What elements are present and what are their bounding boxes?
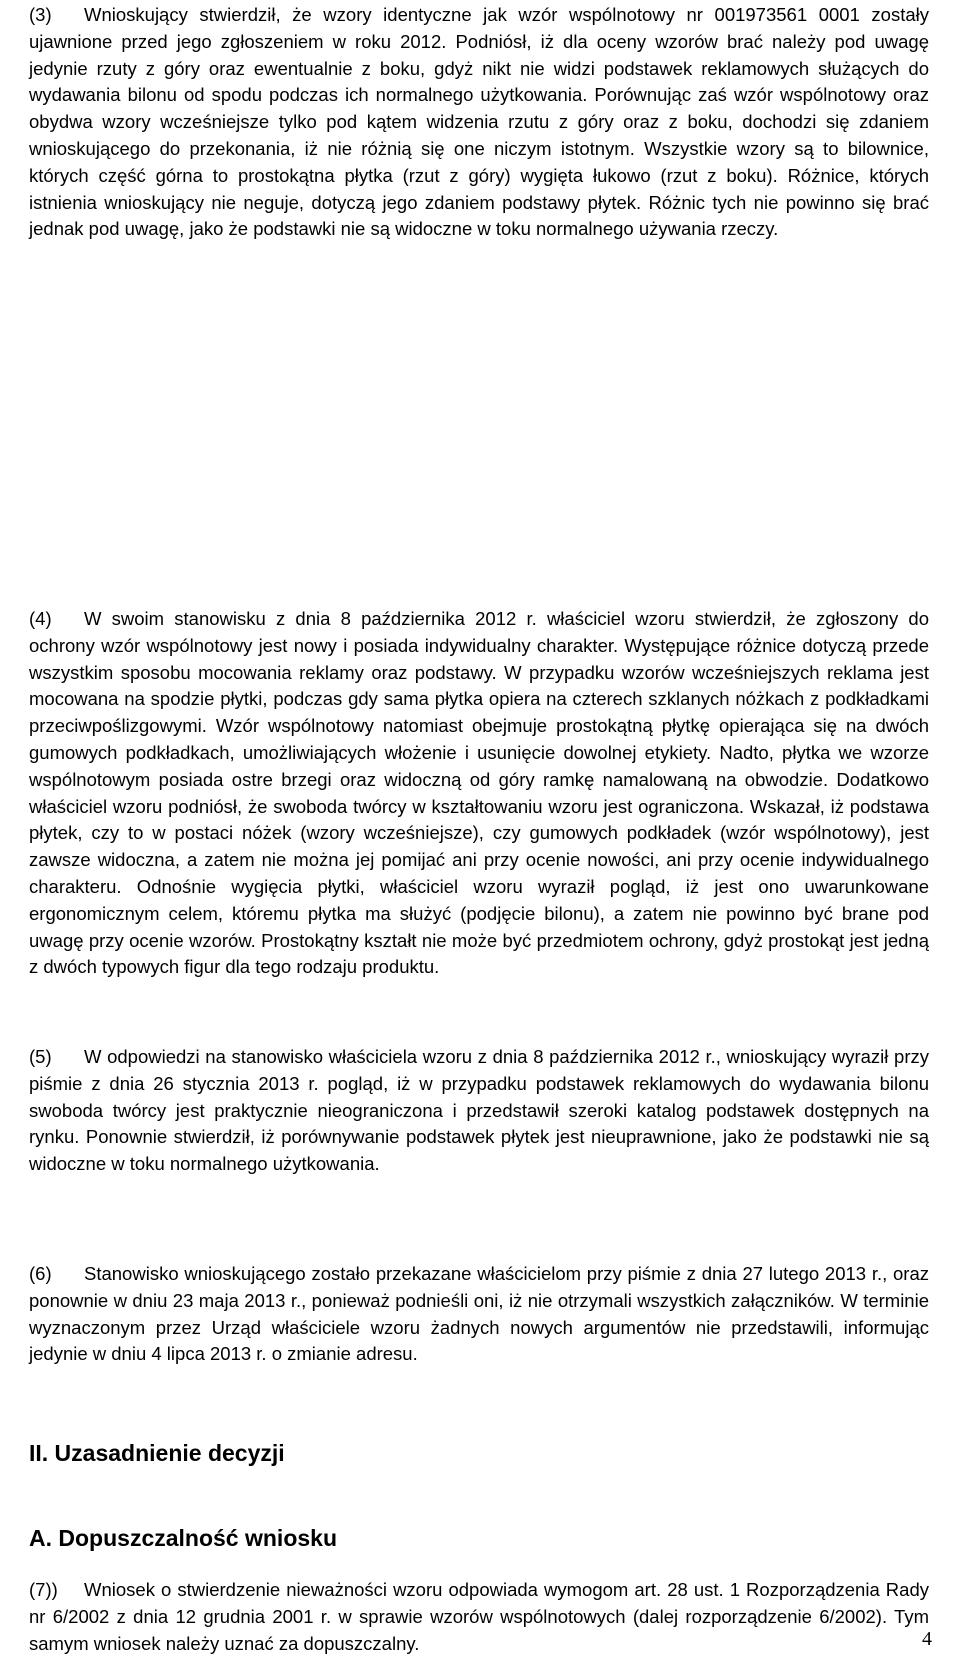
paragraph-text: Wnioskujący stwierdził, że wzory identyczne jak wzór wspólnotowy nr 001973561 0001 zostały ujawnione przed jego zgłoszeniem w roku 2012. Podniósł, iż dla oceny wzorów brać należy pod uwagę jedynie rzuty z góry oraz ewentualnie z boku, gdyż nikt nie widzi podstawek reklamowych służących do wydawania bilonu od spodu podczas ich normalnego użytkowania. Porównując zaś wzór wspólnotowy oraz obydwa wzory wcześniejsze tylko pod kątem widzenia rzutu z góry oraz z boku, dochodzi się zdaniem wnioskującego do przekonania, iż nie różnią się one niczym istotnym. Wszystkie wzory są to bilownice, których część górna to prostokątna płytka (rzut z góry) wygięta łukowo (rzut z boku). Różnice, których istnienia wnioskujący nie neguje, dotyczą jego zdaniem podstawy płytek. Różnic tych nie powinno się brać jednak pod uwagę, jako że podstawki nie są widoczne w toku normalnego używania rzeczy.: [29, 4, 929, 240]
paragraph-number: (3): [29, 4, 52, 25]
paragraph-number: (6): [29, 1263, 52, 1284]
page-number: 4: [922, 1628, 932, 1650]
paragraph-text: W swoim stanowisku z dnia 8 października 2012 r. właściciel wzoru stwierdził, że zgłoszony do ochrony wzór wspólnotowy jest nowy i posiada indywidualny charakter. Występujące różnice dotyczą przede wszystkim sposobu mocowania reklamy oraz podstawy. W przypadku wzorów wcześniejszych reklama jest mocowana na spodzie płytki, podczas gdy sama płytka opiera na czterech szklanych nóżkach z podkładkami przeciwpoślizgowymi. Wzór wspólnotowy natomiast obejmuje prostokątną płytkę opierająca się na dwóch gumowych podkładkach, umożliwiających włożenie i usunięcie dowolnej etykiety. Nadto, płytka we wzorze wspólnotowym posiada ostre brzegi oraz widoczną od góry ramkę namalowaną na obwodzie. Dodatkowo właściciel wzoru podniósł, że swoboda twórcy w kształtowaniu wzoru jest ograniczona. Wskazał, iż podstawa płytek, czy to w postaci nóżek (wzory wcześniejsze), czy gumowych podkładek (wzór wspólnotowy), jest zawsze widoczna, a zatem nie można jej pomijać ani przy ocenie nowości, ani przy ocenie indywidualnego charakteru. Odnośnie wygięcia płytki, właściciel wzoru wyraził pogląd, iż jest ono uwarunkowane ergonomicznym celem, któremu płytka ma służyć (podjęcie bilonu), a zatem nie powinno być brane pod uwagę przy ocenie wzorów. Prostokątny kształt nie może być przedmiotem ochrony, gdyż prostokąt jest jedną z dwóch typowych figur dla tego rodzaju produktu.: [29, 608, 929, 978]
paragraph-number: (5): [29, 1046, 52, 1067]
subsection-heading: A. Dopuszczalność wniosku: [29, 1525, 337, 1551]
paragraph-number: (4): [29, 608, 52, 629]
paragraph-5: [29, 1044, 929, 1178]
paragraph-7: [29, 1577, 929, 1657]
paragraph-number: (7)): [29, 1579, 58, 1600]
paragraph-text: Wniosek o stwierdzenie nieważności wzoru odpowiada wymogom art. 28 ust. 1 Rozporządzenia Rady nr 6/2002 z dnia 12 grudnia 2001 r. w sprawie wzorów wspólnotowych (dalej rozporządzenie 6/2002). Tym samym wniosek należy uznać za dopuszczalny.: [29, 1579, 929, 1654]
section-heading: II. Uzasadnienie decyzji: [29, 1440, 285, 1466]
paragraph-4: [29, 606, 929, 981]
paragraph-text: Stanowisko wnioskującego zostało przekazane właścicielom przy piśmie z dnia 27 lutego 2013 r., oraz ponownie w dniu 23 maja 2013 r., ponieważ podnieśli oni, iż nie otrzymali wszystkich załączników. W terminie wyznaczonym przez Urząd właściciele wzoru żadnych nowych argumentów nie przedstawili, informując jedynie w dniu 4 lipca 2013 r. o zmianie adresu.: [29, 1263, 929, 1365]
paragraph-3: [29, 2, 929, 243]
paragraph-6: [29, 1261, 929, 1368]
paragraph-text: W odpowiedzi na stanowisko właściciela wzoru z dnia 8 października 2012 r., wnioskujący wyraził przy piśmie z dnia 26 stycznia 2013 r. pogląd, iż w przypadku podstawek reklamowych do wydawania bilonu swoboda twórcy jest praktycznie nieograniczona i przedstawił szeroki katalog podstawek dostępnych na rynku. Ponownie stwierdził, iż porównywanie podstawek płytek jest nieuprawnione, jako że podstawki nie są widoczne w toku normalnego użytkowania.: [29, 1046, 929, 1175]
